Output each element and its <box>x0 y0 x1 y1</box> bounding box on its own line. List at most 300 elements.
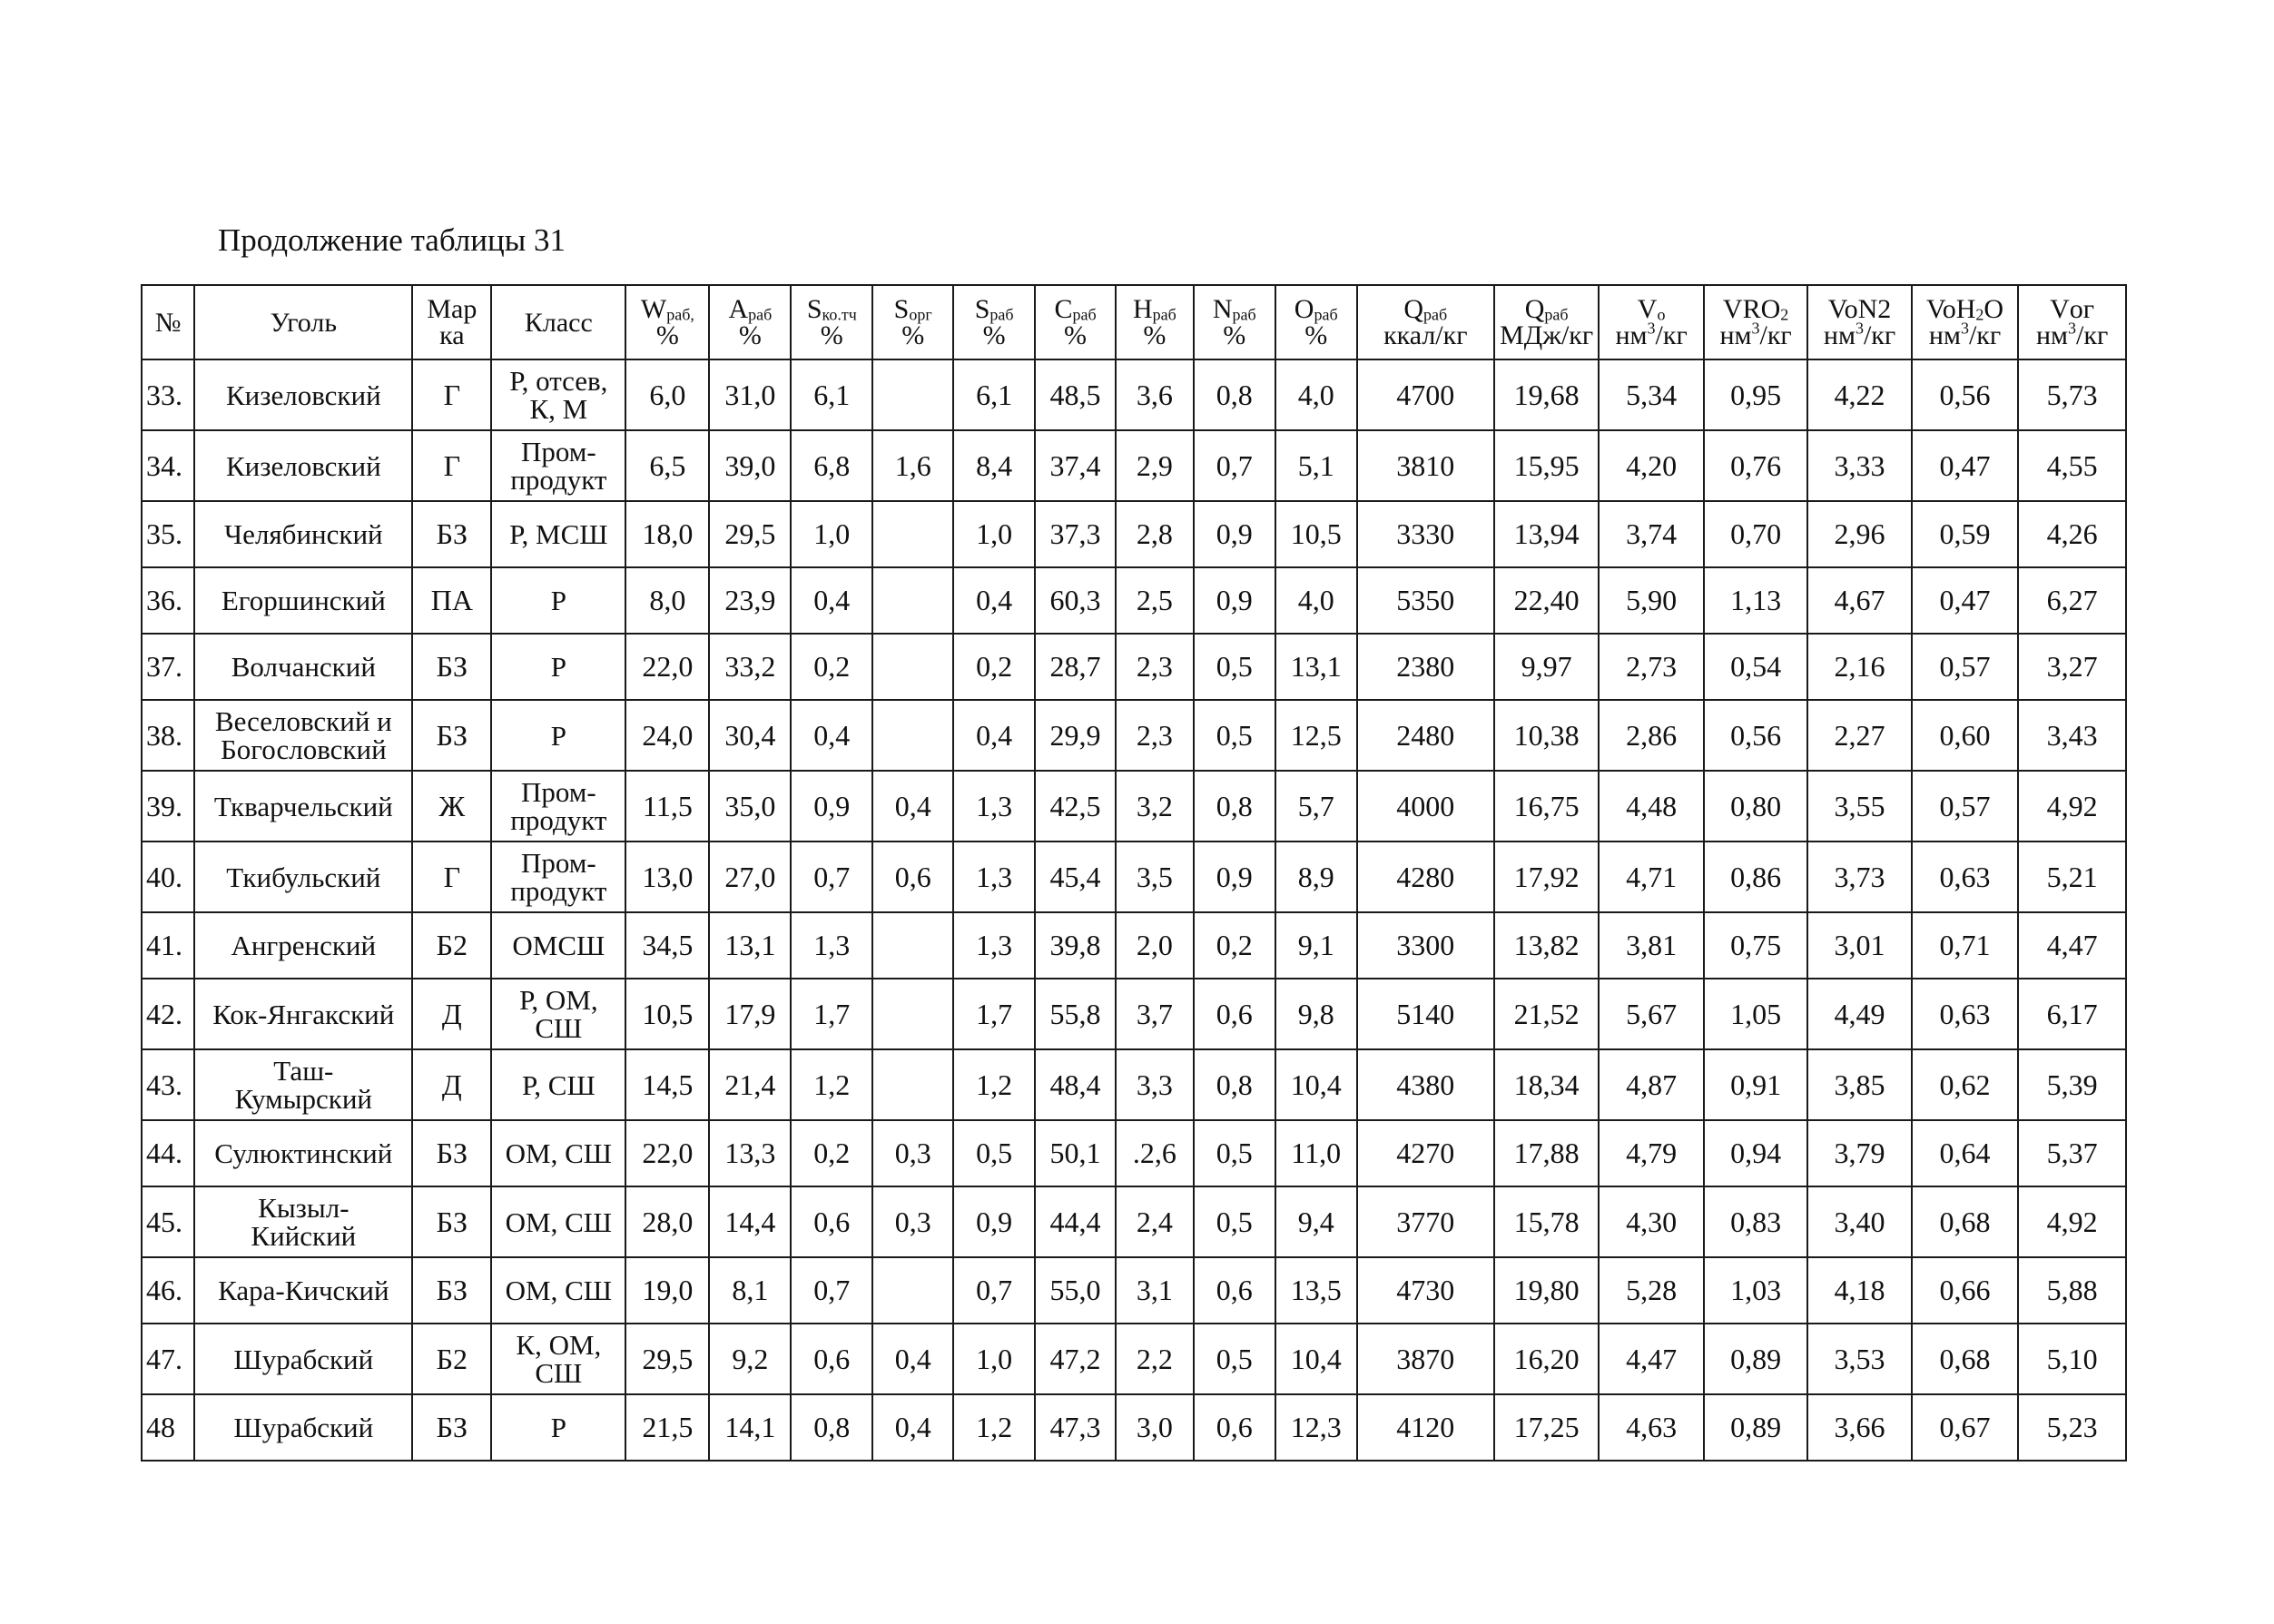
cell-vro2: 0,76 <box>1704 430 1807 501</box>
table-row <box>142 1049 2126 1120</box>
cell-h: 2,9 <box>1116 430 1194 501</box>
cell-so: 0,4 <box>872 771 953 842</box>
cell-mark: Г <box>412 430 491 501</box>
cell-n: 0,8 <box>1194 1049 1275 1120</box>
cell-w: 29,5 <box>625 1324 709 1394</box>
cell-no: 42. <box>142 979 194 1049</box>
cell-c: 60,3 <box>1035 567 1116 634</box>
cell-sk: 1,0 <box>791 501 872 567</box>
cell-n: 0,5 <box>1194 634 1275 700</box>
cell-n: 0,8 <box>1194 771 1275 842</box>
cell-mark: Б2 <box>412 912 491 979</box>
cell-von2: 3,53 <box>1807 1324 1911 1394</box>
cell-coal: Кара-Кичский <box>194 1257 412 1324</box>
cell-vro2: 1,13 <box>1704 567 1807 634</box>
cell-so <box>872 359 953 430</box>
cell-sk: 0,9 <box>791 771 872 842</box>
cell-a: 31,0 <box>709 359 791 430</box>
cell-voh2o: 0,68 <box>1912 1324 2019 1394</box>
cell-no: 35. <box>142 501 194 567</box>
cell-o: 9,1 <box>1275 912 1357 979</box>
cell-so <box>872 501 953 567</box>
cell-h: 3,2 <box>1116 771 1194 842</box>
cell-qk: 3810 <box>1357 430 1494 501</box>
cell-vro2: 0,95 <box>1704 359 1807 430</box>
cell-h: 3,3 <box>1116 1049 1194 1120</box>
cell-vog: 5,73 <box>2018 359 2126 430</box>
cell-a: 35,0 <box>709 771 791 842</box>
cell-mark: Г <box>412 842 491 912</box>
cell-h: 3,5 <box>1116 842 1194 912</box>
cell-voh2o: 0,63 <box>1912 842 2019 912</box>
cell-sk: 1,3 <box>791 912 872 979</box>
cell-no: 44. <box>142 1120 194 1186</box>
cell-qm: 13,94 <box>1494 501 1599 567</box>
cell-c: 39,8 <box>1035 912 1116 979</box>
cell-s: 0,9 <box>953 1186 1035 1257</box>
cell-mark: БЗ <box>412 1186 491 1257</box>
cell-cls: Р <box>491 1394 625 1461</box>
cell-so: 0,6 <box>872 842 953 912</box>
cell-o: 5,7 <box>1275 771 1357 842</box>
cell-qk: 4700 <box>1357 359 1494 430</box>
cell-qk: 4120 <box>1357 1394 1494 1461</box>
cell-no: 48 <box>142 1394 194 1461</box>
cell-n: 0,6 <box>1194 1257 1275 1324</box>
header-von2: VoN2 $нм^3/кг$ <box>1807 285 1911 359</box>
cell-sk: 0,4 <box>791 700 872 771</box>
cell-von2: 2,27 <box>1807 700 1911 771</box>
cell-qk: 4000 <box>1357 771 1494 842</box>
cell-vro2: 0,75 <box>1704 912 1807 979</box>
cell-h: .2,6 <box>1116 1120 1194 1186</box>
cell-a: 14,1 <box>709 1394 791 1461</box>
cell-s: 1,0 <box>953 501 1035 567</box>
cell-mark: БЗ <box>412 1394 491 1461</box>
cell-no: 47. <box>142 1324 194 1394</box>
cell-s: 0,7 <box>953 1257 1035 1324</box>
cell-o: 13,1 <box>1275 634 1357 700</box>
header-s: $S_{раб}$ % <box>953 285 1035 359</box>
cell-coal: Веселовский и Богословский <box>194 700 412 771</box>
cell-vog: 5,37 <box>2018 1120 2126 1186</box>
cell-qk: 2480 <box>1357 700 1494 771</box>
cell-vro2: 0,94 <box>1704 1120 1807 1186</box>
cell-qm: 10,38 <box>1494 700 1599 771</box>
cell-coal: Шурабский <box>194 1394 412 1461</box>
cell-mark: БЗ <box>412 1120 491 1186</box>
table-row <box>142 1120 2126 1186</box>
cell-cls: Р <box>491 567 625 634</box>
table-row <box>142 1186 2126 1257</box>
cell-so <box>872 1257 953 1324</box>
cell-c: 47,2 <box>1035 1324 1116 1394</box>
cell-n: 0,6 <box>1194 1394 1275 1461</box>
cell-c: 55,8 <box>1035 979 1116 1049</box>
header-vog: Vог $нм^3/кг$ <box>2018 285 2126 359</box>
cell-mark: ПА <box>412 567 491 634</box>
cell-qm: 16,20 <box>1494 1324 1599 1394</box>
cell-vog: 4,92 <box>2018 771 2126 842</box>
cell-von2: 2,16 <box>1807 634 1911 700</box>
cell-cls: К, ОМ, СШ <box>491 1324 625 1394</box>
cell-vog: 5,10 <box>2018 1324 2126 1394</box>
cell-a: 13,1 <box>709 912 791 979</box>
cell-no: 38. <box>142 700 194 771</box>
cell-vog: 5,21 <box>2018 842 2126 912</box>
cell-v0: 4,20 <box>1599 430 1703 501</box>
cell-h: 2,5 <box>1116 567 1194 634</box>
cell-vog: 5,39 <box>2018 1049 2126 1120</box>
cell-h: 2,0 <box>1116 912 1194 979</box>
cell-qk: 4280 <box>1357 842 1494 912</box>
cell-so <box>872 634 953 700</box>
cell-v0: 5,28 <box>1599 1257 1703 1324</box>
cell-mark: Ж <box>412 771 491 842</box>
cell-so: 0,4 <box>872 1324 953 1394</box>
cell-c: 48,5 <box>1035 359 1116 430</box>
cell-qm: 18,34 <box>1494 1049 1599 1120</box>
cell-no: 37. <box>142 634 194 700</box>
table-row <box>142 771 2126 842</box>
cell-vro2: 0,89 <box>1704 1324 1807 1394</box>
cell-w: 21,5 <box>625 1394 709 1461</box>
cell-so <box>872 567 953 634</box>
table-caption: Продолжение таблицы 31 <box>218 222 566 258</box>
cell-a: 27,0 <box>709 842 791 912</box>
cell-v0: 4,87 <box>1599 1049 1703 1120</box>
cell-mark: БЗ <box>412 1257 491 1324</box>
table-row <box>142 912 2126 979</box>
cell-vog: 5,23 <box>2018 1394 2126 1461</box>
cell-von2: 3,40 <box>1807 1186 1911 1257</box>
cell-sk: 0,4 <box>791 567 872 634</box>
cell-cls: Р, отсев, К, М <box>491 359 625 430</box>
cell-qk: 3300 <box>1357 912 1494 979</box>
cell-o: 9,8 <box>1275 979 1357 1049</box>
cell-s: 0,5 <box>953 1120 1035 1186</box>
cell-o: 9,4 <box>1275 1186 1357 1257</box>
header-n: $N_{раб}$ % <box>1194 285 1275 359</box>
cell-coal: Кок-Янгакский <box>194 979 412 1049</box>
cell-w: 19,0 <box>625 1257 709 1324</box>
table-row <box>142 634 2126 700</box>
cell-qk: 3870 <box>1357 1324 1494 1394</box>
cell-a: 8,1 <box>709 1257 791 1324</box>
cell-v0: 4,47 <box>1599 1324 1703 1394</box>
cell-qm: 15,78 <box>1494 1186 1599 1257</box>
cell-w: 24,0 <box>625 700 709 771</box>
cell-voh2o: 0,64 <box>1912 1120 2019 1186</box>
header-v0: $V_о$ $нм^3/кг$ <box>1599 285 1703 359</box>
cell-vro2: 0,56 <box>1704 700 1807 771</box>
cell-von2: 4,67 <box>1807 567 1911 634</box>
cell-vog: 3,43 <box>2018 700 2126 771</box>
cell-a: 30,4 <box>709 700 791 771</box>
header-w: $W_{раб,}$ % <box>625 285 709 359</box>
cell-vog: 6,17 <box>2018 979 2126 1049</box>
cell-vog: 4,55 <box>2018 430 2126 501</box>
cell-von2: 3,66 <box>1807 1394 1911 1461</box>
cell-no: 43. <box>142 1049 194 1120</box>
cell-a: 17,9 <box>709 979 791 1049</box>
cell-no: 46. <box>142 1257 194 1324</box>
table-body <box>142 359 2126 1461</box>
cell-coal: Ткварчельский <box>194 771 412 842</box>
cell-o: 10,4 <box>1275 1324 1357 1394</box>
cell-n: 0,7 <box>1194 430 1275 501</box>
cell-von2: 3,55 <box>1807 771 1911 842</box>
cell-v0: 5,34 <box>1599 359 1703 430</box>
cell-qm: 17,88 <box>1494 1120 1599 1186</box>
cell-sk: 0,7 <box>791 1257 872 1324</box>
cell-no: 40. <box>142 842 194 912</box>
cell-mark: Д <box>412 979 491 1049</box>
cell-vog: 5,88 <box>2018 1257 2126 1324</box>
cell-mark: БЗ <box>412 501 491 567</box>
cell-v0: 5,67 <box>1599 979 1703 1049</box>
header-c: $C_{раб}$ % <box>1035 285 1116 359</box>
cell-sk: 1,2 <box>791 1049 872 1120</box>
cell-c: 44,4 <box>1035 1186 1116 1257</box>
cell-mark: Б2 <box>412 1324 491 1394</box>
cell-mark: БЗ <box>412 700 491 771</box>
cell-w: 6,0 <box>625 359 709 430</box>
cell-c: 55,0 <box>1035 1257 1116 1324</box>
cell-s: 1,3 <box>953 842 1035 912</box>
cell-sk: 0,2 <box>791 1120 872 1186</box>
cell-sk: 0,2 <box>791 634 872 700</box>
cell-coal: Ткибульский <box>194 842 412 912</box>
cell-qm: 21,52 <box>1494 979 1599 1049</box>
cell-w: 6,5 <box>625 430 709 501</box>
cell-n: 0,2 <box>1194 912 1275 979</box>
header-h: $H_{раб}$ % <box>1116 285 1194 359</box>
cell-cls: Пром- продукт <box>491 842 625 912</box>
cell-o: 11,0 <box>1275 1120 1357 1186</box>
cell-von2: 3,79 <box>1807 1120 1911 1186</box>
header-q-kcal: $Q_{раб}$ ккал/кг <box>1357 285 1494 359</box>
cell-w: 28,0 <box>625 1186 709 1257</box>
cell-coal: Таш- Кумырский <box>194 1049 412 1120</box>
cell-cls: Р, СШ <box>491 1049 625 1120</box>
cell-vro2: 0,89 <box>1704 1394 1807 1461</box>
cell-qm: 19,68 <box>1494 359 1599 430</box>
cell-s: 0,4 <box>953 567 1035 634</box>
cell-n: 0,9 <box>1194 501 1275 567</box>
cell-qk: 5350 <box>1357 567 1494 634</box>
cell-qm: 9,97 <box>1494 634 1599 700</box>
cell-c: 28,7 <box>1035 634 1116 700</box>
cell-n: 0,6 <box>1194 979 1275 1049</box>
cell-qk: 4270 <box>1357 1120 1494 1186</box>
cell-s: 1,7 <box>953 979 1035 1049</box>
cell-vro2: 0,70 <box>1704 501 1807 567</box>
cell-so: 0,3 <box>872 1186 953 1257</box>
cell-qm: 17,92 <box>1494 842 1599 912</box>
cell-no: 33. <box>142 359 194 430</box>
cell-qk: 4730 <box>1357 1257 1494 1324</box>
cell-v0: 4,71 <box>1599 842 1703 912</box>
cell-no: 36. <box>142 567 194 634</box>
header-s-org: $S_{орг}$ % <box>872 285 953 359</box>
cell-von2: 3,33 <box>1807 430 1911 501</box>
cell-coal: Шурабский <box>194 1324 412 1394</box>
cell-von2: 3,73 <box>1807 842 1911 912</box>
cell-cls: Р, МСШ <box>491 501 625 567</box>
cell-vro2: 1,05 <box>1704 979 1807 1049</box>
header-a: $A_{раб}$ % <box>709 285 791 359</box>
cell-sk: 0,7 <box>791 842 872 912</box>
cell-qm: 19,80 <box>1494 1257 1599 1324</box>
cell-no: 41. <box>142 912 194 979</box>
cell-o: 5,1 <box>1275 430 1357 501</box>
cell-so <box>872 1049 953 1120</box>
cell-o: 10,5 <box>1275 501 1357 567</box>
cell-c: 42,5 <box>1035 771 1116 842</box>
cell-von2: 4,18 <box>1807 1257 1911 1324</box>
cell-a: 33,2 <box>709 634 791 700</box>
cell-v0: 3,81 <box>1599 912 1703 979</box>
cell-s: 0,2 <box>953 634 1035 700</box>
cell-o: 10,4 <box>1275 1049 1357 1120</box>
cell-o: 8,9 <box>1275 842 1357 912</box>
cell-coal: Волчанский <box>194 634 412 700</box>
cell-mark: Д <box>412 1049 491 1120</box>
header-mark: Мар ка <box>412 285 491 359</box>
cell-a: 9,2 <box>709 1324 791 1394</box>
cell-h: 2,8 <box>1116 501 1194 567</box>
cell-vro2: 0,83 <box>1704 1186 1807 1257</box>
cell-voh2o: 0,47 <box>1912 430 2019 501</box>
cell-cls: Р <box>491 634 625 700</box>
cell-voh2o: 0,62 <box>1912 1049 2019 1120</box>
cell-h: 3,1 <box>1116 1257 1194 1324</box>
cell-cls: ОМ, СШ <box>491 1120 625 1186</box>
cell-qm: 16,75 <box>1494 771 1599 842</box>
cell-o: 12,3 <box>1275 1394 1357 1461</box>
cell-v0: 4,48 <box>1599 771 1703 842</box>
cell-von2: 4,22 <box>1807 359 1911 430</box>
cell-o: 12,5 <box>1275 700 1357 771</box>
table-row <box>142 700 2126 771</box>
cell-qm: 17,25 <box>1494 1394 1599 1461</box>
cell-v0: 4,63 <box>1599 1394 1703 1461</box>
cell-w: 18,0 <box>625 501 709 567</box>
cell-n: 0,5 <box>1194 1120 1275 1186</box>
cell-c: 29,9 <box>1035 700 1116 771</box>
cell-so <box>872 979 953 1049</box>
cell-c: 37,4 <box>1035 430 1116 501</box>
cell-qk: 4380 <box>1357 1049 1494 1120</box>
cell-qk: 2380 <box>1357 634 1494 700</box>
coal-properties-table <box>141 284 2127 1462</box>
cell-qm: 15,95 <box>1494 430 1599 501</box>
cell-no: 34. <box>142 430 194 501</box>
header-q-mj: $Q_{раб}$ МДж/кг <box>1494 285 1599 359</box>
header-vro2: $VRO_2$ $нм^3/кг$ <box>1704 285 1807 359</box>
cell-so <box>872 912 953 979</box>
cell-sk: 6,8 <box>791 430 872 501</box>
cell-vog: 4,26 <box>2018 501 2126 567</box>
cell-w: 11,5 <box>625 771 709 842</box>
cell-a: 29,5 <box>709 501 791 567</box>
cell-coal: Кызыл- Кийский <box>194 1186 412 1257</box>
cell-v0: 4,79 <box>1599 1120 1703 1186</box>
cell-cls: ОМ, СШ <box>491 1186 625 1257</box>
cell-h: 3,7 <box>1116 979 1194 1049</box>
cell-qk: 3770 <box>1357 1186 1494 1257</box>
table-row <box>142 979 2126 1049</box>
header-o: $O_{раб}$ % <box>1275 285 1357 359</box>
cell-von2: 4,49 <box>1807 979 1911 1049</box>
cell-c: 45,4 <box>1035 842 1116 912</box>
cell-qk: 5140 <box>1357 979 1494 1049</box>
cell-a: 23,9 <box>709 567 791 634</box>
cell-qk: 3330 <box>1357 501 1494 567</box>
cell-cls: Р, ОМ, СШ <box>491 979 625 1049</box>
cell-vog: 3,27 <box>2018 634 2126 700</box>
cell-n: 0,8 <box>1194 359 1275 430</box>
cell-vro2: 0,80 <box>1704 771 1807 842</box>
cell-coal: Ангренский <box>194 912 412 979</box>
cell-mark: Г <box>412 359 491 430</box>
header-no: № <box>142 285 194 359</box>
cell-w: 10,5 <box>625 979 709 1049</box>
cell-coal: Кизеловский <box>194 430 412 501</box>
cell-o: 13,5 <box>1275 1257 1357 1324</box>
cell-a: 14,4 <box>709 1186 791 1257</box>
cell-voh2o: 0,56 <box>1912 359 2019 430</box>
cell-s: 1,3 <box>953 912 1035 979</box>
table-row <box>142 842 2126 912</box>
cell-voh2o: 0,68 <box>1912 1186 2019 1257</box>
cell-sk: 0,6 <box>791 1324 872 1394</box>
cell-vro2: 0,86 <box>1704 842 1807 912</box>
cell-cls: Пром- продукт <box>491 771 625 842</box>
cell-s: 6,1 <box>953 359 1035 430</box>
cell-so: 0,4 <box>872 1394 953 1461</box>
cell-coal: Егоршинский <box>194 567 412 634</box>
cell-h: 2,3 <box>1116 700 1194 771</box>
cell-v0: 2,86 <box>1599 700 1703 771</box>
cell-so: 0,3 <box>872 1120 953 1186</box>
cell-so <box>872 700 953 771</box>
table-row <box>142 567 2126 634</box>
cell-vro2: 0,91 <box>1704 1049 1807 1120</box>
cell-a: 21,4 <box>709 1049 791 1120</box>
cell-sk: 6,1 <box>791 359 872 430</box>
cell-c: 50,1 <box>1035 1120 1116 1186</box>
cell-n: 0,5 <box>1194 1186 1275 1257</box>
cell-h: 2,2 <box>1116 1324 1194 1394</box>
cell-w: 34,5 <box>625 912 709 979</box>
cell-qm: 13,82 <box>1494 912 1599 979</box>
cell-voh2o: 0,60 <box>1912 700 2019 771</box>
cell-c: 47,3 <box>1035 1394 1116 1461</box>
cell-coal: Челябинский <box>194 501 412 567</box>
cell-von2: 3,85 <box>1807 1049 1911 1120</box>
cell-voh2o: 0,57 <box>1912 771 2019 842</box>
cell-von2: 3,01 <box>1807 912 1911 979</box>
cell-w: 13,0 <box>625 842 709 912</box>
header-voh2o: VoH$_2$O $нм^3/кг$ <box>1912 285 2019 359</box>
cell-o: 4,0 <box>1275 567 1357 634</box>
cell-c: 37,3 <box>1035 501 1116 567</box>
cell-sk: 0,6 <box>791 1186 872 1257</box>
table-row <box>142 1257 2126 1324</box>
cell-v0: 3,74 <box>1599 501 1703 567</box>
